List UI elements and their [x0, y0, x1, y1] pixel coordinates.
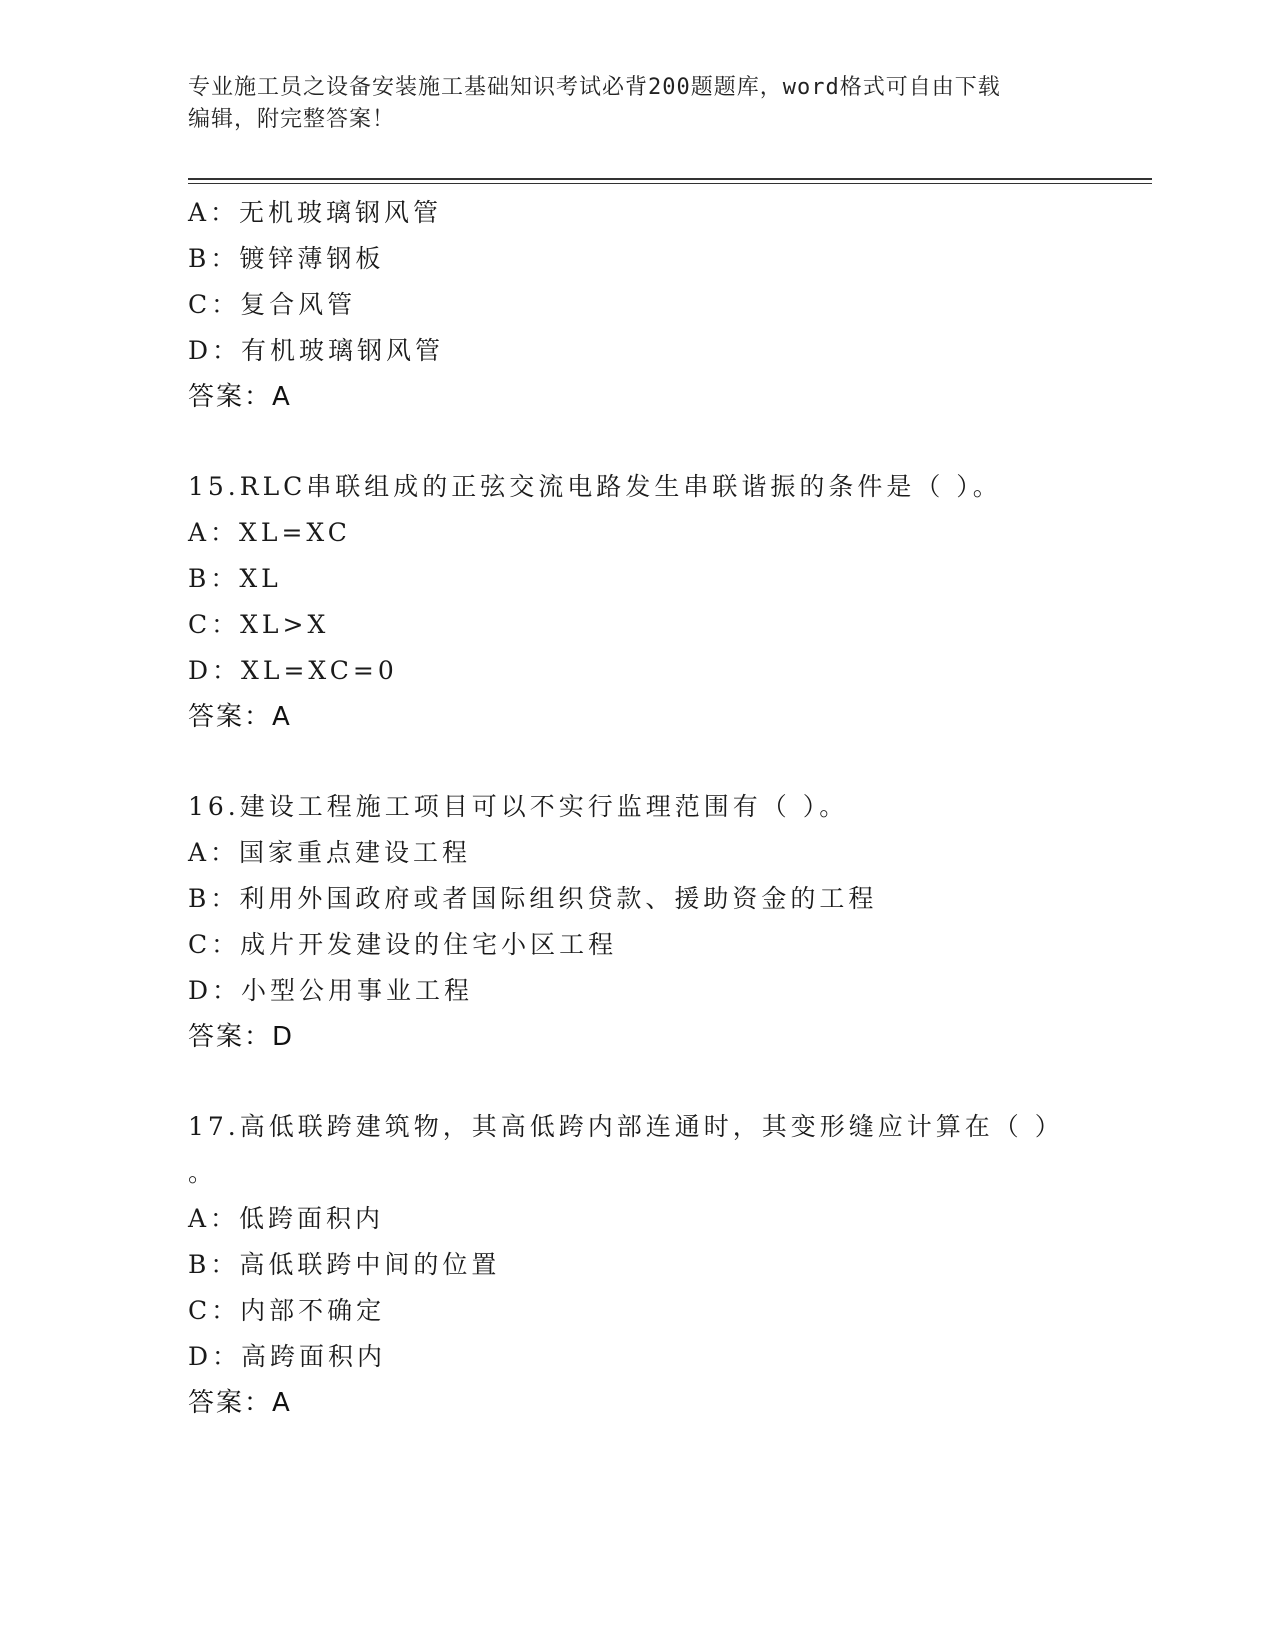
question-block: [188, 464, 1152, 740]
header-rule-thin: [188, 183, 1152, 184]
option-b: B：镀锌薄钢板: [188, 244, 385, 273]
option-b: B：XL: [188, 564, 282, 593]
option-d: D：有机玻璃钢风管: [188, 336, 445, 365]
question-text: 15.RLC串联组成的正弦交流电路发生串联谐振的条件是（ ）。: [188, 472, 1002, 501]
question-block: [188, 784, 1152, 1060]
option-a: A：XL=XC: [188, 518, 351, 547]
answer: 答案：D: [188, 1022, 295, 1052]
question-block: [188, 1104, 1152, 1426]
option-b: B：利用外国政府或者国际组织贷款、援助资金的工程: [188, 884, 878, 913]
answer: 答案：A: [188, 1388, 292, 1418]
option-a: A：无机玻璃钢风管: [188, 198, 443, 227]
option-c: C：复合风管: [188, 290, 357, 319]
question-block: [188, 190, 1152, 420]
option-a: A：低跨面积内: [188, 1204, 385, 1233]
option-d: D：XL=XC=0: [188, 656, 398, 685]
header-line-2: 编辑，附完整答案！: [188, 107, 396, 132]
option-b: B：高低联跨中间的位置: [188, 1250, 501, 1279]
question-text-continuation: 。: [188, 1158, 218, 1187]
option-c: C：内部不确定: [188, 1296, 386, 1325]
question-text: 17.高低联跨建筑物，其高低跨内部连通时，其变形缝应计算在（ ）: [188, 1112, 1064, 1141]
answer: 答案：A: [188, 382, 292, 412]
question-list: [188, 190, 1152, 1426]
option-a: A：国家重点建设工程: [188, 838, 472, 867]
option-d: D：高跨面积内: [188, 1342, 387, 1371]
question-text: 16.建设工程施工项目可以不实行监理范围有（ ）。: [188, 792, 849, 821]
header-rule-thick: [188, 178, 1152, 180]
header-line-1: 专业施工员之设备安装施工基础知识考试必背200题题库，word格式可自由下载: [188, 75, 1001, 100]
option-d: D：小型公用事业工程: [188, 976, 474, 1005]
option-c: C：XL>X: [188, 610, 330, 639]
document-header: [188, 72, 1088, 136]
answer: 答案：A: [188, 702, 292, 732]
option-c: C：成片开发建设的住宅小区工程: [188, 930, 618, 959]
